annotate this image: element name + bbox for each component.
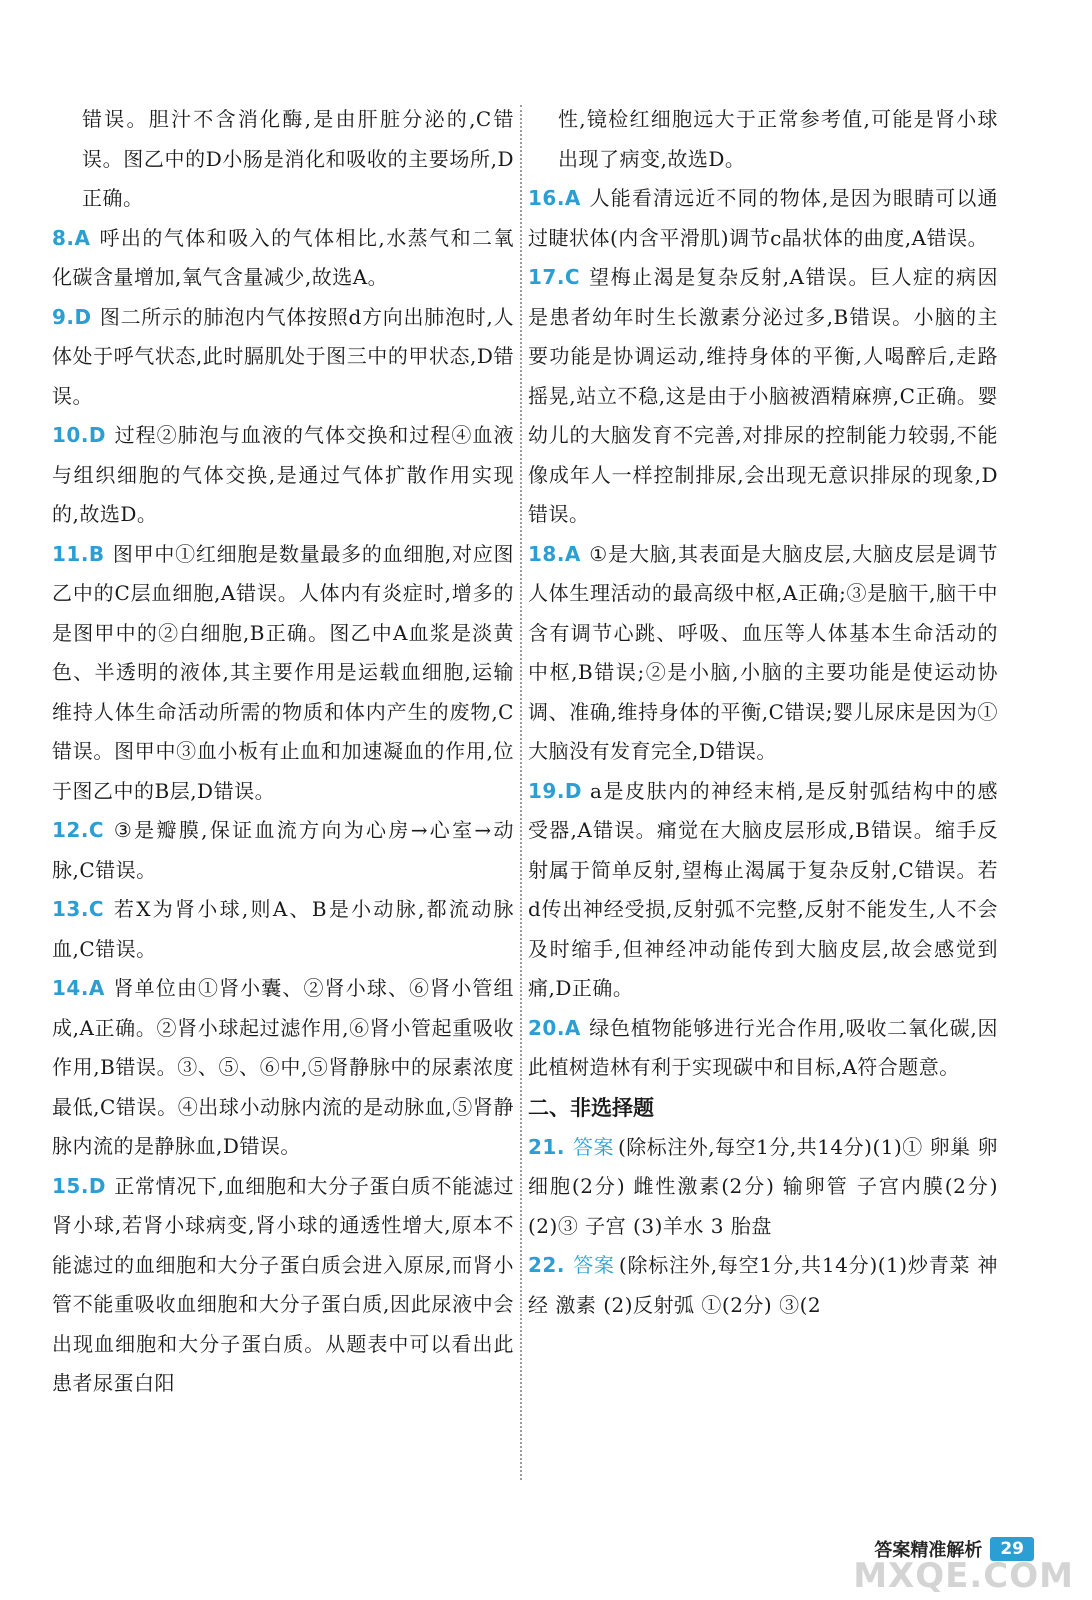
answer-label: 答案: [572, 1134, 614, 1159]
explanation-item: [528, 258, 998, 535]
explanation-item: [52, 969, 514, 1167]
explanation-text: 性,镜检红细胞远大于正常参考值,可能是肾小球出现了病变,故选D。: [558, 107, 998, 171]
explanation-text: 肾单位由①肾小囊、②肾小球、⑥肾小管组成,A正确。②肾小球起过滤作用,⑥肾小管起重吸收作用,B错误。③、⑤、⑥中,⑤肾静脉中的尿素浓度最低,C错误。④出球小动脉内流的是动脉血,⑤肾静脉内流的是静脉血,D错误。: [52, 976, 514, 1158]
explanation-item: [528, 772, 998, 1009]
answers-list: [528, 1128, 998, 1326]
explanation-item: [52, 1167, 514, 1404]
question-number: 17.C: [528, 265, 581, 289]
explanation-text: ①是大脑,其表面是大脑皮层,大脑皮层是调节人体生理活动的最高级中枢,A正确;③是脑干,脑干中含有调节心跳、呼吸、血压等人体基本生命活动的中枢,B错误;②是小脑,小脑的主要功能是使运动协调、准确,维持身体的平衡,C错误;婴儿尿床是因为①大脑没有发育完全,D错误。: [528, 541, 998, 763]
question-number: 16.A: [528, 186, 581, 210]
explanation-item: [52, 219, 514, 298]
column-divider: [520, 105, 522, 1480]
explanation-text: 图甲中①红细胞是数量最多的血细胞,对应图乙中的C层血细胞,A错误。人体内有炎症时,增多的是图甲中的②白细胞,B正确。图乙中A血浆是淡黄色、半透明的液体,其主要作用是运载血细胞,运输维持人体生命活动所需的物质和体内产生的废物,C错误。图甲中③血小板有止血和加速凝血的作用,位于图乙中的B层,D错误。: [52, 541, 514, 803]
section-heading: 二、非选择题: [528, 1095, 654, 1120]
answer-item: [528, 1128, 998, 1247]
question-number: 13.C: [52, 897, 105, 921]
explanation-item: [528, 100, 998, 179]
question-number: 11.B: [52, 541, 105, 566]
watermark-logo: MXQE.COM: [853, 1556, 1074, 1596]
question-number: 9.D: [52, 304, 92, 329]
explanation-text: 若X为肾小球,则A、B是小动脉,都流动脉血,C错误。: [52, 897, 514, 961]
explanation-item: [52, 298, 514, 417]
question-number: 8.A: [52, 225, 91, 250]
explanation-text: 人能看清远近不同的物体,是因为眼睛可以通过睫状体(内含平滑肌)调节c晶状体的曲度,A错误。: [528, 186, 998, 250]
page-number: 29: [990, 1537, 1034, 1561]
question-number: 20.A: [528, 1015, 581, 1040]
explanation-text: (除标注外,每空1分,共14分)(1)炒青菜 神经 激素 (2)反射弧 ①(2分) ③(2: [528, 1253, 998, 1317]
answer-label: 答案: [572, 1253, 615, 1277]
explanation-text: a是皮肤内的神经末梢,是反射弧结构中的感受器,A错误。痛觉在大脑皮层形成,B错误。缩手反射属于简单反射,望梅止渴属于复杂反射,C错误。若d传出神经受损,反射弧不完整,反射不能发生,人不会及时缩手,但神经冲动能传到大脑皮层,故会感觉到痛,D正确。: [528, 778, 998, 1000]
footer-label: 答案精准解析: [874, 1540, 983, 1561]
question-number: 15.D: [52, 1173, 107, 1198]
question-number: 10.D: [52, 423, 107, 447]
right-entries: [528, 100, 998, 1088]
explanation-item: [52, 100, 514, 219]
explanation-text: (除标注外,每空1分,共14分)(1)① 卵巢 卵细胞(2分) 雌性激素(2分) 输卵管 子宫内膜(2分) (2)③ 子宫 (3)羊水 3 胎盘: [528, 1134, 999, 1238]
left-column: [52, 100, 514, 1404]
question-number: 21.: [528, 1134, 565, 1159]
answer-item: [528, 1246, 998, 1325]
explanation-item: [528, 179, 998, 258]
explanation-item: [52, 890, 514, 969]
explanation-text: 错误。胆汁不含消化酶,是由肝脏分泌的,C错误。图乙中的D小肠是消化和吸收的主要场所,D正确。: [82, 107, 514, 210]
explanation-text: 图二所示的肺泡内气体按照d方向出肺泡时,人体处于呼气状态,此时膈肌处于图三中的甲状态,D错误。: [52, 304, 514, 408]
question-number: 12.C: [52, 818, 105, 842]
explanation-item: [528, 535, 998, 772]
explanation-item: [528, 1009, 998, 1088]
explanation-item: [52, 535, 514, 812]
explanation-text: 正常情况下,血细胞和大分子蛋白质不能滤过肾小球,若肾小球病变,肾小球的通透性增大,原本不能滤过的血细胞和大分子蛋白质会进入原尿,而肾小管不能重吸收血细胞和大分子蛋白质,因此尿液中会出现血细胞和大分子蛋白质。从题表中可以看出此患者尿蛋白阳: [52, 1173, 514, 1395]
question-number: 18.A: [528, 541, 581, 566]
question-number: 14.A: [52, 976, 105, 1000]
explanation-text: 望梅止渴是复杂反射,A错误。巨人症的病因是患者幼年时生长激素分泌过多,B错误。小脑的主要功能是协调运动,维持身体的平衡,人喝醉后,走路摇晃,站立不稳,这是由于小脑被酒精麻痹,C正确。婴幼儿的大脑发育不完善,对排尿的控制能力较弱,不能像成年人一样控制排尿,会出现无意识排尿的现象,D错误。: [528, 265, 998, 526]
explanation-item: [52, 416, 514, 535]
explanation-item: [52, 811, 514, 890]
explanation-text: 过程②肺泡与血液的气体交换和过程④血液与组织细胞的气体交换,是通过气体扩散作用实现的,故选D。: [52, 423, 514, 526]
question-number: 19.D: [528, 778, 583, 803]
explanation-text: 绿色植物能够进行光合作用,吸收二氧化碳,因此植树造林有利于实现碳中和目标,A符合题意。: [528, 1015, 998, 1079]
explanation-text: 呼出的气体和吸入的气体相比,水蒸气和二氧化碳含量增加,氧气含量减少,故选A。: [52, 225, 514, 289]
explanation-text: ③是瓣膜,保证血流方向为心房→心室→动脉,C错误。: [52, 818, 514, 882]
question-number: 22.: [528, 1253, 565, 1277]
right-column: [528, 100, 998, 1325]
